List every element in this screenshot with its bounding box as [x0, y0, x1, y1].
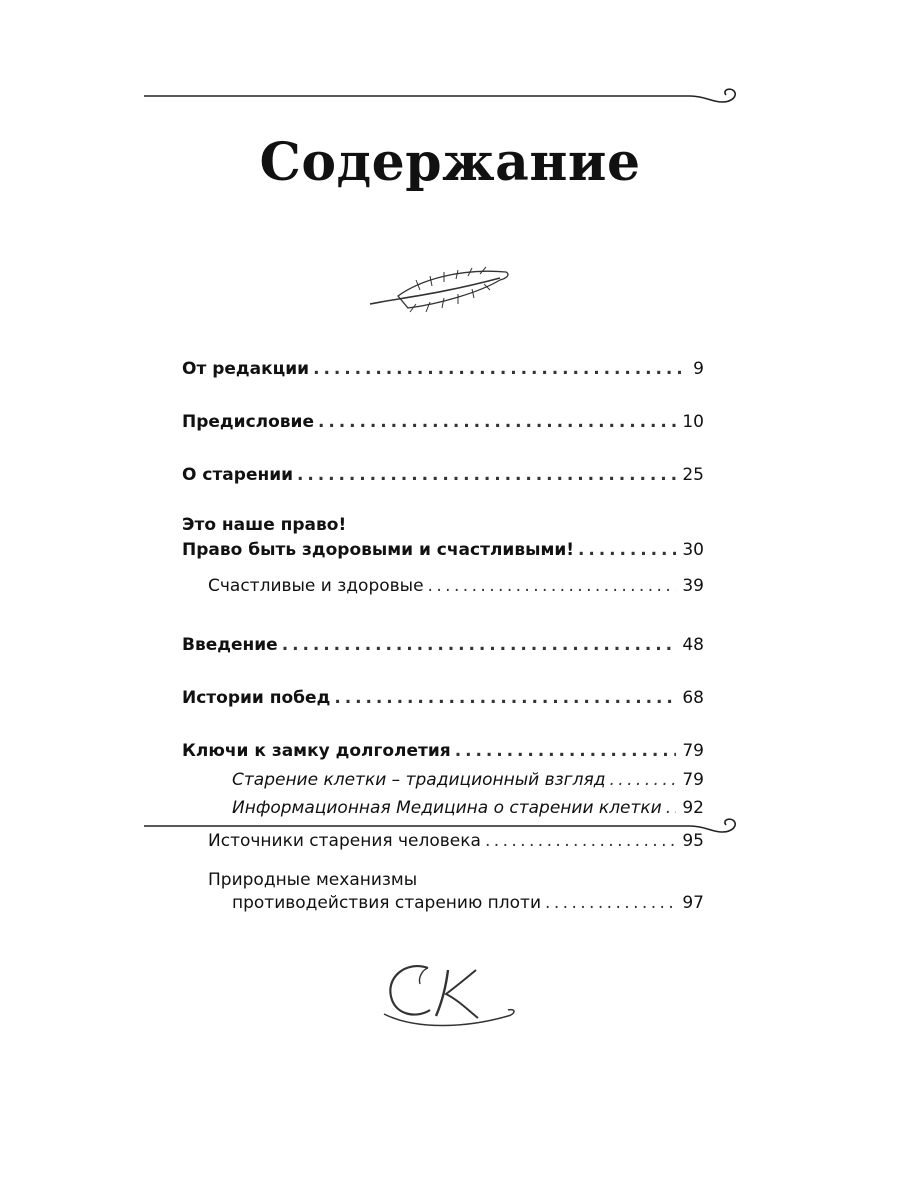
- toc-entry-label: Источники старения человека: [208, 831, 481, 851]
- toc-leader-dots: [297, 464, 676, 486]
- monogram-text: CK: [438, 998, 454, 1009]
- toc-page-number: 9: [693, 359, 704, 379]
- toc-entry-label: Введение: [182, 635, 278, 655]
- toc-page-number: 79: [682, 770, 704, 790]
- toc-leader-dots: [545, 892, 676, 914]
- toc-page-number: 25: [682, 465, 704, 485]
- toc-leader-dots: [282, 634, 677, 656]
- toc-entry[interactable]: [182, 464, 704, 486]
- toc-page-number: 92: [682, 798, 704, 818]
- toc-entry[interactable]: [182, 634, 704, 656]
- toc-page-number: 48: [682, 635, 704, 655]
- toc-entry-label-line1: Это наше право!: [182, 515, 347, 535]
- page-title: Содержание: [259, 132, 641, 193]
- toc-page-number: 10: [682, 412, 704, 432]
- toc-entry-label: О старении: [182, 465, 294, 485]
- toc-entry-label: Старение клетки – традиционный взгляд: [232, 770, 606, 790]
- toc-entry[interactable]: [182, 687, 704, 709]
- toc-entry-label: Право быть здоровыми и счастливыми!: [182, 540, 575, 560]
- toc-page-number: 30: [682, 540, 704, 560]
- toc-page-number: 97: [682, 893, 704, 913]
- toc-entry[interactable]: [182, 358, 704, 380]
- toc-entry[interactable]: [182, 411, 704, 433]
- toc-page-number: 79: [682, 741, 704, 761]
- toc-entry-label: противодействия старению плоти: [232, 893, 542, 913]
- monogram-logo: [376, 956, 526, 1036]
- toc-page-number: 68: [682, 688, 704, 708]
- toc-entry-label: Истории побед: [182, 688, 331, 708]
- toc-entry-label: Ключи к замку долголетия: [182, 741, 451, 761]
- toc-leader-dots: [578, 539, 676, 561]
- toc-entry[interactable]: [182, 539, 704, 561]
- toc-entry-label: Предисловие: [182, 412, 314, 432]
- toc-entry[interactable]: [208, 575, 704, 597]
- toc-entry-label: Информационная Медицина о старении клетки: [232, 798, 662, 818]
- toc-entry-label: От редакции: [182, 359, 310, 379]
- toc-entry-label-line1: Природные механизмы: [208, 870, 418, 890]
- toc-page-number: 39: [682, 576, 704, 596]
- toc-leader-dots: [334, 687, 676, 709]
- toc-leader-dots: [455, 740, 677, 762]
- toc-leader-dots: [318, 411, 676, 433]
- toc-page-number: 95: [682, 831, 704, 851]
- toc-entry[interactable]: [182, 740, 704, 762]
- toc-leader-dots: [428, 575, 677, 597]
- toc-entry[interactable]: [232, 769, 704, 791]
- toc-entry[interactable]: [232, 892, 704, 914]
- toc-leader-dots: [313, 358, 687, 380]
- toc-leader-dots: [609, 769, 676, 791]
- bottom-ornamental-rule: [0, 812, 900, 842]
- toc-entry-label: Счастливые и здоровые: [208, 576, 424, 596]
